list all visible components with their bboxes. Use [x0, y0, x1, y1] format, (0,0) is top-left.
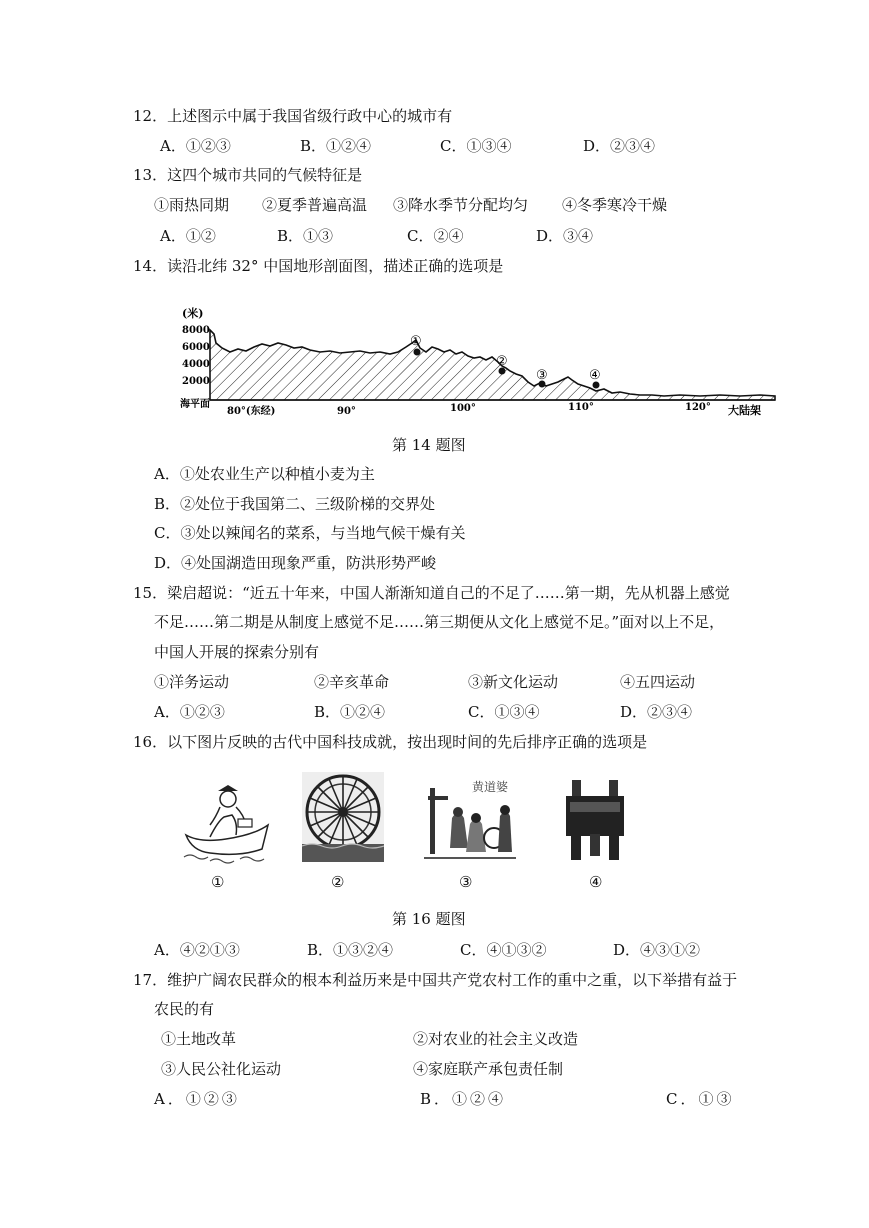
q14-caption: 第 14 题图	[392, 436, 466, 454]
sea-level-label: 海平面	[180, 399, 210, 410]
marker-1-dot	[414, 349, 421, 356]
y-axis-unit: (米)	[182, 307, 204, 320]
terrain-profile-figure	[180, 300, 780, 425]
q15-item-3: ③新文化运动	[468, 673, 559, 691]
q16-image-label-2: ②	[331, 873, 345, 891]
q17-item-2: ②对农业的社会主义改造	[413, 1030, 579, 1048]
q12-option-c: C．①③④	[440, 137, 512, 155]
x-tick-110: 110°	[568, 402, 594, 413]
terrain-profile	[210, 330, 775, 400]
q13-item-1: ①雨热同期	[154, 196, 230, 214]
q12-option-a: A．①②③	[160, 137, 231, 155]
q17-item-1: ①土地改革	[161, 1030, 237, 1048]
q15-stem-line-1: 15．梁启超说：“近五十年来，中国人渐渐知道自己的不足了……第一期，先从机器上感觉	[133, 584, 730, 602]
y-tick-6000: 6000	[182, 342, 210, 353]
q17-stem-line-1: 17．维护广阔农民群众的根本利益历来是中国共产党农村工作的重中之重，以下举措有益于	[133, 971, 738, 989]
q17-option-c: C．①③	[666, 1090, 735, 1108]
q17-item-4: ④家庭联产承包责任制	[413, 1060, 564, 1078]
q16-caption: 第 16 题图	[392, 910, 466, 928]
q17-item-3: ③人民公社化运动	[161, 1060, 282, 1078]
q14-stem: 14．读沿北纬 32° 中国地形剖面图，描述正确的选项是	[133, 257, 504, 275]
y-tick-4000: 4000	[182, 359, 210, 370]
q14-option-a: A．①处农业生产以种植小麦为主	[154, 465, 375, 483]
marker-2-label: ②	[496, 354, 508, 369]
water-wheel-illustration	[302, 772, 384, 862]
q16-option-b: B．①③②④	[307, 941, 394, 959]
q16-option-d: D．④③①②	[613, 941, 701, 959]
q12-stem: 12．上述图示中属于我国省级行政中心的城市有	[133, 107, 453, 125]
q15-option-d: D．②③④	[620, 703, 693, 721]
y-tick-2000: 2000	[182, 376, 210, 387]
q16-image-label-4: ④	[589, 873, 603, 891]
q16-stem: 16．以下图片反映的古代中国科技成就，按出现时间的先后排序正确的选项是	[133, 733, 648, 751]
q13-item-2: ②夏季普遍高温	[262, 196, 368, 214]
q17-option-a: A．①②③	[154, 1090, 240, 1108]
q13-option-a: A．①②	[160, 227, 216, 245]
q16-image-label-3: ③	[459, 873, 473, 891]
q14-option-b: B．②处位于我国第二、三级阶梯的交界处	[154, 495, 436, 513]
q15-option-c: C．①③④	[468, 703, 540, 721]
q13-item-4: ④冬季寒冷干燥	[562, 196, 668, 214]
q15-stem-line-3: 中国人开展的探索分别有	[154, 643, 320, 661]
q16-option-c: C．④①③②	[460, 941, 547, 959]
boat-compass-illustration	[180, 773, 272, 865]
q17-stem-line-2: 农民的有	[154, 1000, 215, 1018]
x-tick-120: 120°	[685, 402, 711, 413]
q14-option-c: C．③处以辣闻名的菜系，与当地气候干燥有关	[154, 524, 466, 542]
q13-stem: 13．这四个城市共同的气候特征是	[133, 166, 363, 184]
huang-daopo-weaving-illustration	[424, 776, 516, 864]
q14-option-d: D．④处国湖造田现象严重，防洪形势严峻	[154, 554, 437, 572]
huang-daopo-inscription: 黄道婆	[472, 780, 509, 794]
q15-item-1: ①洋务运动	[154, 673, 230, 691]
marker-3-label: ③	[536, 368, 548, 383]
q15-option-b: B．①②④	[314, 703, 386, 721]
x-tick-100: 100°	[450, 403, 476, 414]
q15-option-a: A．①②③	[154, 703, 225, 721]
q16-option-a: A．④②①③	[154, 941, 240, 959]
q15-item-2: ②辛亥革命	[314, 673, 390, 691]
q13-option-d: D．③④	[536, 227, 594, 245]
q15-item-4: ④五四运动	[620, 673, 696, 691]
marker-1-label: ①	[410, 334, 422, 349]
q13-option-c: C．②④	[407, 227, 464, 245]
x-tick-80: 80°(东经)	[227, 406, 276, 417]
continental-shelf-label: 大陆架	[728, 404, 761, 417]
q15-stem-line-2: 不足……第二期是从制度上感觉不足……第三期便从文化上感觉不足。”面对以上不足，	[154, 613, 725, 631]
q16-image-label-1: ①	[211, 873, 225, 891]
q12-option-b: B．①②④	[300, 137, 372, 155]
marker-4-label: ④	[589, 368, 601, 383]
bronze-ding-illustration	[562, 776, 628, 862]
x-tick-90: 90°	[337, 406, 356, 417]
q12-option-d: D．②③④	[583, 137, 656, 155]
y-tick-8000: 8000	[182, 325, 210, 336]
q17-option-b: B．①②④	[420, 1090, 507, 1108]
q13-option-b: B．①③	[277, 227, 334, 245]
q13-item-3: ③降水季节分配均匀	[393, 196, 529, 214]
